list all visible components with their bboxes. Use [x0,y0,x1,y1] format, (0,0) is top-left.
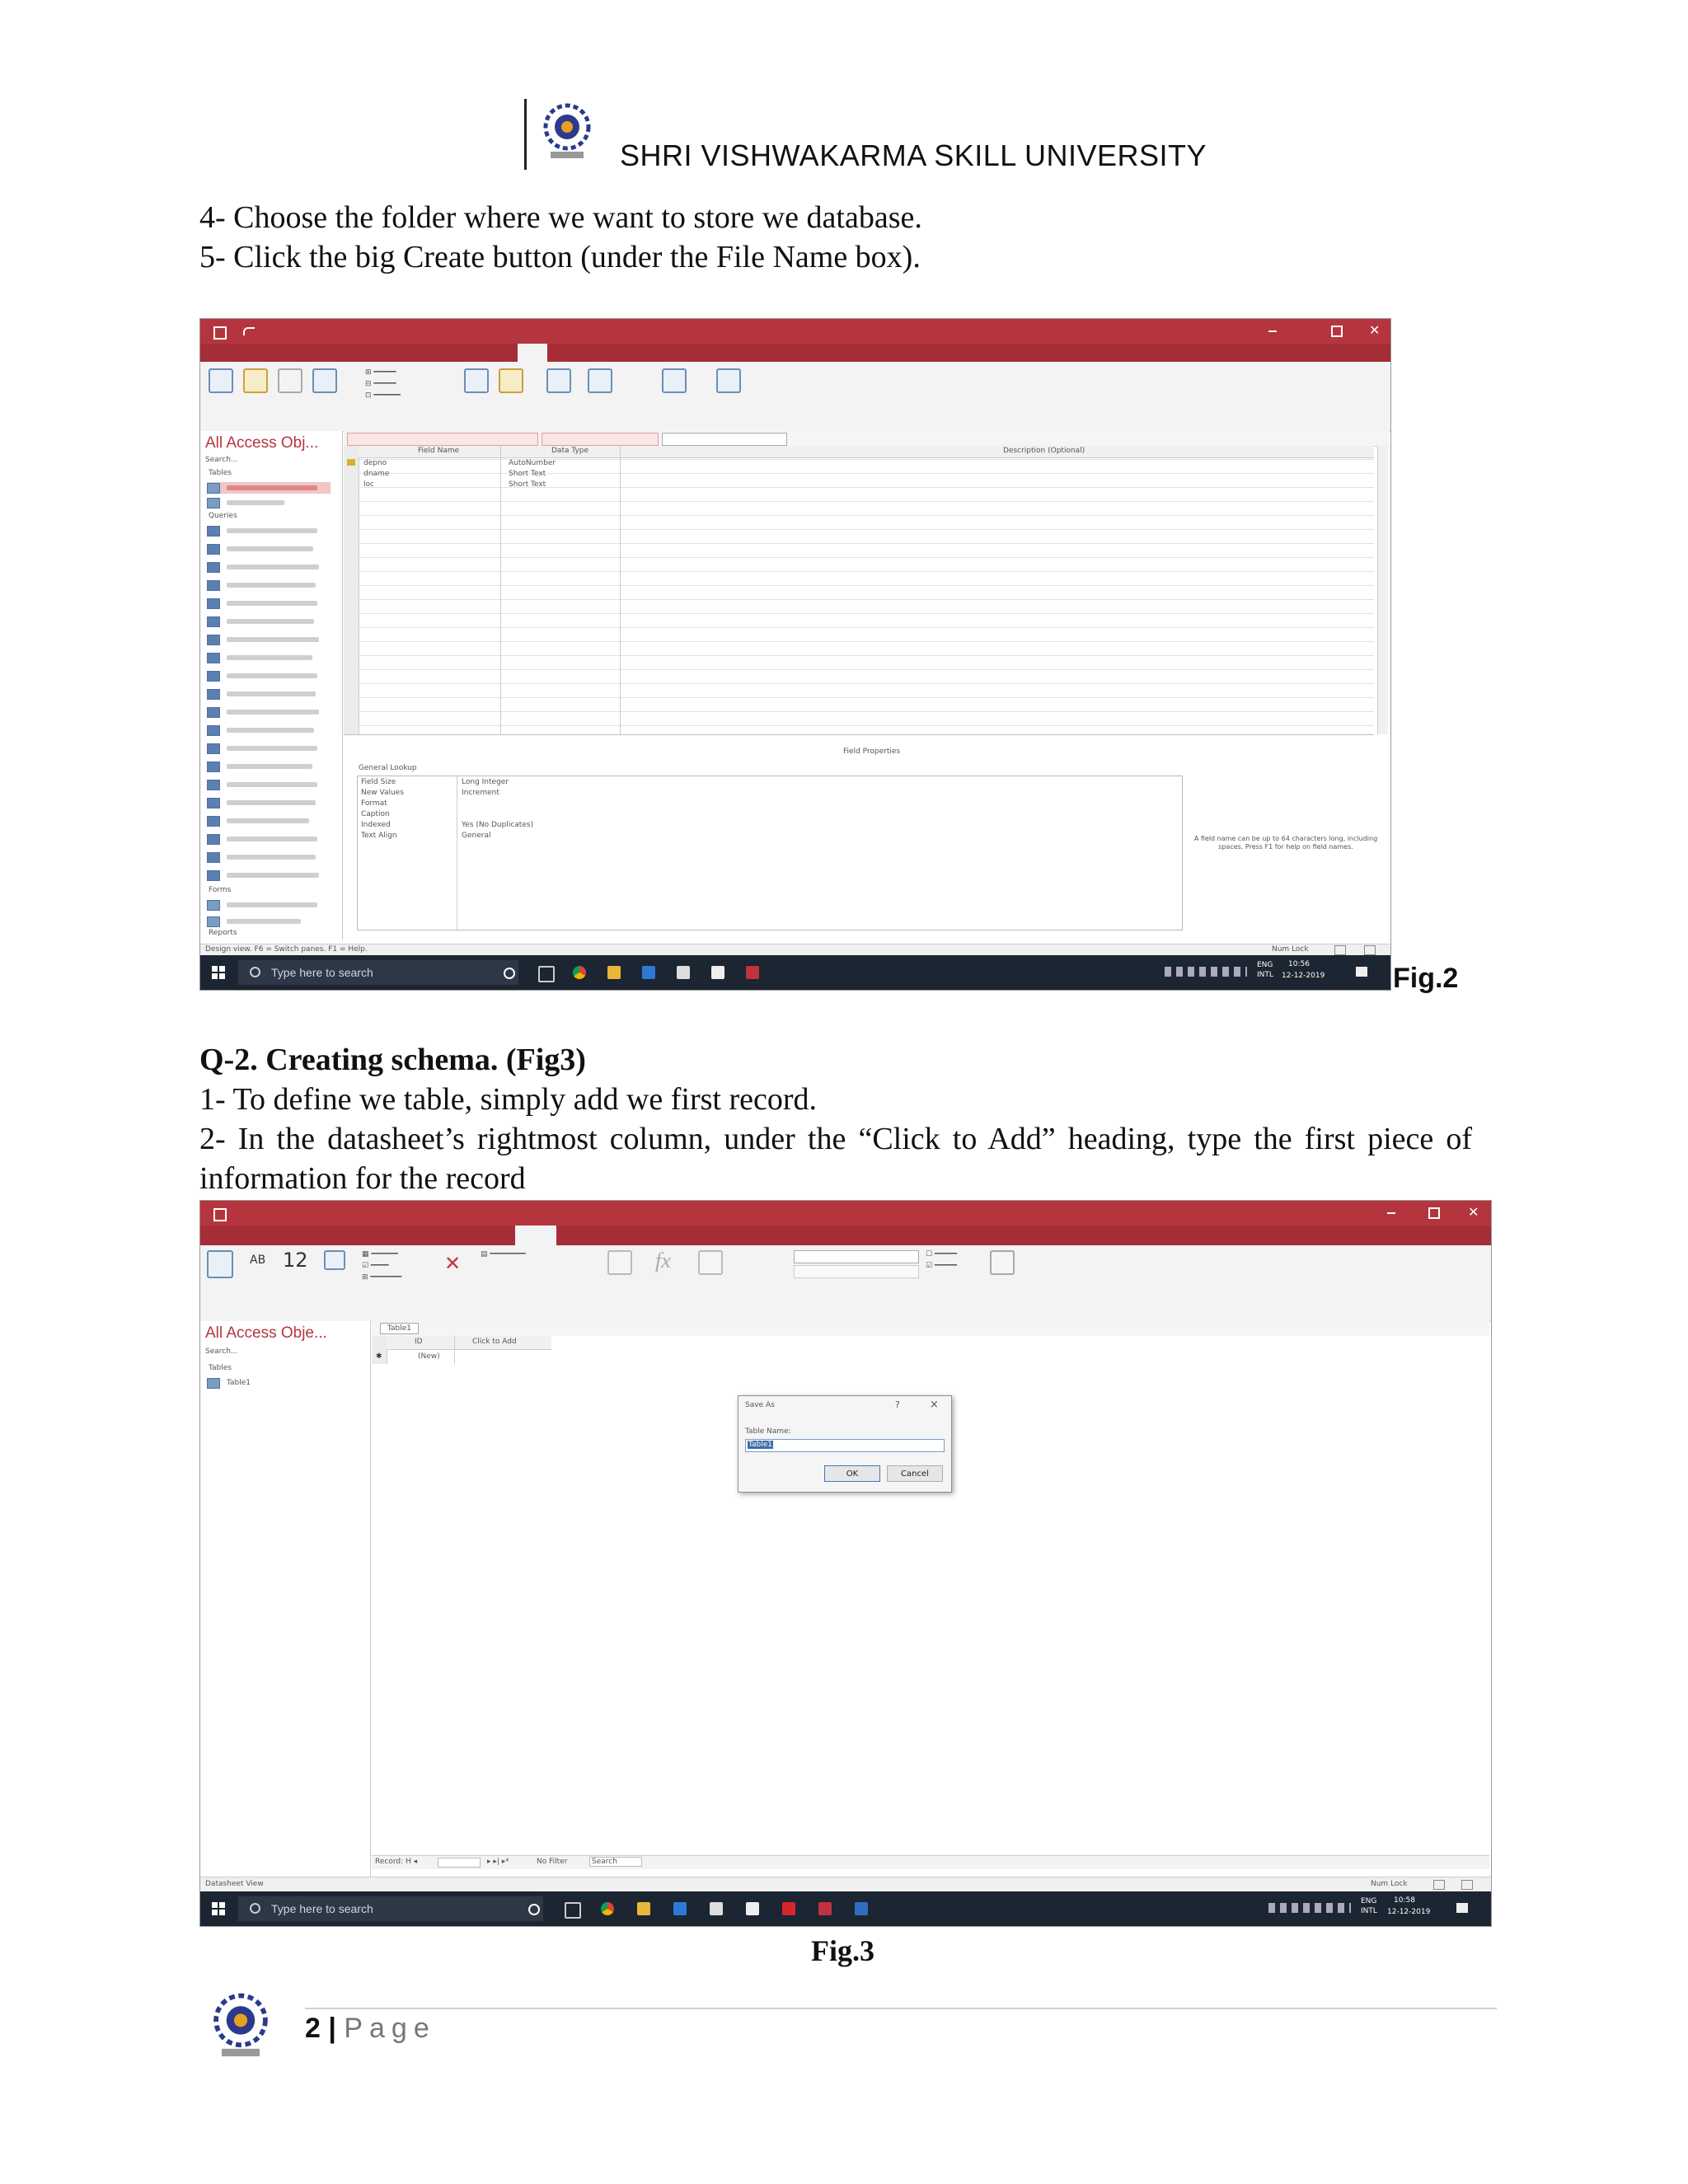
datasheet-search-input[interactable]: Search [589,1857,642,1867]
save-as-dialog [738,1395,952,1493]
modify-expression-icon[interactable]: fx [655,1249,671,1272]
section-heading: Q-2. Creating schema. (Fig3) [199,1043,586,1077]
table-name-label: Table Name: [745,1427,791,1436]
nav-query-item[interactable] [207,851,316,863]
modify-lookups-icon[interactable]: ⊡ ━━━━━━ [365,391,401,400]
new-record-icon: ✱ [376,1352,382,1361]
insert-rows-icon[interactable]: ⊞ ━━━━━ [365,368,396,377]
fig3-status-bar [200,1877,1491,1892]
fig2-ribbon [200,362,1390,432]
prop-value[interactable]: Yes (No Duplicates) [462,821,534,829]
col-click-to-add[interactable]: Click to Add [472,1338,517,1346]
dialog-title: Save As [745,1401,775,1409]
indexes-icon[interactable] [499,368,523,393]
windows-start-icon[interactable] [212,1902,225,1915]
prop-value[interactable]: General [462,832,491,840]
nav-pane-title[interactable]: All Access Obj... [205,434,319,452]
search-icon [250,967,260,977]
university-emblem-icon [203,1985,279,2064]
outlook-icon[interactable] [855,1902,868,1915]
form-icon [207,916,220,927]
taskbar-search-input[interactable] [238,960,518,985]
nav-table-item[interactable] [207,482,331,494]
fig2-label: Fig.2 [1393,963,1459,994]
fig3-navigation-pane [200,1321,371,1890]
fig3-ribbon [200,1245,1491,1322]
file-explorer-icon[interactable] [637,1902,650,1915]
field-properties-label: Field Properties [843,748,901,756]
schema-step-2-line-2: information for the record [199,1161,526,1196]
rename-macro-icon[interactable] [588,368,612,393]
cancel-button[interactable]: Cancel [887,1465,943,1482]
field-name-cell[interactable]: dname [363,470,390,478]
col-id[interactable]: ID [415,1338,423,1346]
nav-pane-title[interactable]: All Access Obje... [205,1324,327,1342]
clock-time[interactable]: 10:56 [1288,960,1310,968]
col-field-name: Field Name [418,447,460,455]
view-icon[interactable] [209,368,233,393]
field-properties-grid [357,776,1183,930]
nav-table-item[interactable] [207,497,284,509]
tab-query-2[interactable] [542,433,659,446]
fig3-ribbon-tabs [200,1226,1491,1245]
fig2-ribbon-tabs [200,344,1390,362]
dialog-close-icon[interactable]: × [930,1399,939,1411]
nav-query-item[interactable] [207,543,313,555]
query-icon [207,816,220,827]
page-footer [305,2013,436,2045]
fig3-record-navigator [372,1855,1489,1869]
nav-query-item[interactable] [207,869,319,881]
query-icon [207,526,220,537]
nav-form-item[interactable] [207,916,301,927]
prop-value[interactable]: Long Integer [462,778,509,786]
nav-query-item[interactable] [207,761,312,772]
acrobat-icon[interactable] [782,1902,795,1915]
tab-query-1[interactable] [347,433,538,446]
dialog-help-icon[interactable]: ? [895,1399,900,1410]
currency-icon[interactable] [324,1250,345,1270]
step-4: 4- Choose the folder where we want to store we database. [199,200,922,235]
nav-query-item[interactable] [207,525,317,537]
step-5: 5- Click the big Create button (under the File Name box). [199,240,921,274]
nav-query-item[interactable] [207,724,314,736]
taskbar-search-placeholder: Type here to search [271,966,373,979]
notification-icon[interactable] [1456,1903,1468,1913]
table-icon [207,1378,220,1389]
status-text: Datasheet View [205,1880,264,1888]
fig3-taskbar [200,1891,1491,1926]
cortana-icon[interactable] [504,968,515,979]
fig2-document-tabs [344,431,1389,447]
chrome-icon[interactable] [573,966,586,979]
new-row-cell[interactable]: (New) [418,1352,440,1361]
col-description: Description (Optional) [1003,447,1085,455]
nav-search[interactable]: Search... [205,456,238,464]
nav-query-item[interactable] [207,779,317,790]
query-icon [207,834,220,845]
edge-icon[interactable] [642,966,655,979]
clock-date[interactable]: 12-12-2019 [1387,1908,1431,1916]
primary-key-icon [347,459,355,466]
record-nav-label[interactable]: Record: H ◂ [375,1858,418,1866]
mail-icon[interactable] [746,1902,759,1915]
table-name-value: Table1 [748,1441,772,1449]
task-view-icon[interactable] [538,966,555,982]
query-icon [207,743,220,754]
num-lock-indicator: Num Lock [1272,945,1309,954]
nav-query-item[interactable] [207,598,317,609]
footer-divider [305,2008,1497,2009]
nav-tables-header[interactable]: Tables [209,1364,232,1372]
format-dropdown[interactable] [794,1265,919,1278]
row-selector-column [344,446,359,734]
language-indicator[interactable]: ENG INTL [1361,1897,1377,1915]
datasheet-view-icon[interactable] [1334,945,1346,955]
builder-icon[interactable] [278,368,302,393]
design-view-icon[interactable] [1461,1880,1473,1890]
primary-key-icon[interactable] [243,368,268,393]
query-icon [207,870,220,881]
mail-icon[interactable] [711,966,724,979]
fig2-navigation-pane [200,431,343,940]
status-text: Design view. F6 = Switch panes. F1 = Help. [205,945,368,954]
fig2-taskbar [200,955,1390,990]
create-data-macros-icon[interactable] [546,368,571,393]
table-icon [207,483,220,494]
nav-search[interactable]: Search... [205,1347,238,1356]
number-icon[interactable]: 12 [283,1249,308,1272]
tab-table1[interactable]: Table1 [380,1323,419,1334]
test-validation-icon[interactable] [312,368,337,393]
nav-query-item[interactable] [207,579,316,591]
delete-rows-icon[interactable]: ⊟ ━━━━━ [365,380,396,388]
file-explorer-icon[interactable] [607,966,621,979]
fig3-access-screenshot [199,1200,1492,1927]
fig3-caption: Fig.3 [811,1934,874,1967]
save-icon[interactable] [213,1208,227,1221]
tab-design[interactable] [518,344,547,362]
no-filter-button[interactable]: No Filter [537,1858,568,1866]
query-icon [207,707,220,718]
table-icon [207,498,220,509]
schema-step-2-line-1: 2- In the datasheet’s rightmost column, under the “Click to Add” heading, type the first piece of [199,1122,1472,1156]
prop-name: Caption [361,810,390,818]
col-data-type: Data Type [551,447,589,455]
windows-start-icon[interactable] [212,966,225,979]
query-icon [207,725,220,736]
view-icon[interactable] [207,1250,233,1278]
query-icon [207,671,220,682]
fig2-design-grid [344,446,1374,735]
system-tray[interactable] [1268,1903,1351,1913]
prop-name: New Values [361,789,404,797]
edge-icon[interactable] [673,1902,687,1915]
maximize-icon[interactable] [1331,326,1343,337]
language-indicator[interactable]: ENG INTL [1257,961,1273,979]
university-emblem-icon [534,97,600,163]
minimize-icon[interactable] [1387,1212,1395,1214]
undo-icon[interactable] [243,327,255,335]
close-icon[interactable]: ✕ [1468,1204,1479,1220]
tab-fields[interactable] [515,1226,556,1245]
query-icon [207,653,220,663]
data-type-cell[interactable]: Short Text [509,470,546,478]
fig2-status-bar [200,944,1390,956]
query-icon [207,562,220,573]
fig2-title-bar [200,319,1390,344]
prop-name: Text Align [361,832,397,840]
maximize-icon[interactable] [1428,1207,1440,1219]
object-dependencies-icon[interactable] [716,368,741,393]
store-icon[interactable] [677,966,690,979]
search-icon [250,1903,260,1914]
nav-query-item[interactable] [207,670,317,682]
prop-value[interactable]: Increment [462,789,499,797]
access-icon[interactable] [818,1902,832,1915]
delete-icon[interactable]: ✕ [444,1252,462,1275]
query-icon [207,798,220,808]
data-type-cell[interactable]: AutoNumber [509,459,556,467]
nav-reports-header[interactable]: Reports [209,929,237,937]
property-sheet-icon[interactable] [464,368,489,393]
unique-checkbox[interactable]: ☑ ━━━━━ [926,1262,958,1270]
validation-icon[interactable] [990,1250,1015,1275]
design-view-icon[interactable] [1364,945,1376,955]
taskbar-search-input[interactable] [238,1896,543,1921]
prop-name: Format [361,799,387,808]
record-nav-next[interactable]: ▸ ▸| ▸* [487,1858,509,1866]
fig2-vertical-scrollbar[interactable] [1377,446,1388,734]
query-icon [207,544,220,555]
nav-query-item[interactable] [207,616,314,627]
nav-table-label: Table1 [227,1379,251,1387]
nav-query-item[interactable] [207,706,319,718]
data-type-dropdown[interactable] [794,1250,919,1263]
taskbar-search-placeholder: Type here to search [271,1902,373,1915]
nav-forms-header[interactable]: Forms [209,886,232,894]
nav-query-item[interactable] [207,634,319,645]
num-lock-indicator: Num Lock [1371,1880,1408,1888]
query-icon [207,762,220,772]
form-icon [207,900,220,911]
field-name-cell[interactable]: depno [363,459,387,467]
nav-query-item[interactable] [207,833,317,845]
name-caption-icon[interactable]: ▤ ━━━━━━━━ [481,1250,526,1258]
memo-settings-icon[interactable] [698,1250,723,1275]
query-icon [207,635,220,645]
notification-icon[interactable] [1356,967,1367,977]
nav-query-item[interactable] [207,688,316,700]
save-icon[interactable] [213,326,227,340]
nav-table-item[interactable] [207,1377,251,1389]
system-tray[interactable] [1165,967,1247,977]
access-icon[interactable] [746,966,759,979]
data-type-cell[interactable]: Short Text [509,480,546,489]
nav-query-item[interactable] [207,652,312,663]
query-icon [207,598,220,609]
close-icon[interactable]: ✕ [1369,322,1381,338]
nav-query-item[interactable] [207,561,319,573]
page-separator: | [328,2013,336,2044]
query-icon [207,580,220,591]
page-word: Page [344,2013,436,2044]
more-fields-icon[interactable]: ⊞ ━━━━━━━ [362,1273,402,1282]
schema-step-1: 1- To define we table, simply add we first record. [199,1082,818,1117]
page-number: 2 [305,2013,321,2044]
field-name-cell[interactable]: loc [363,480,374,489]
query-icon [207,780,220,790]
modify-lookups-icon[interactable] [607,1250,632,1275]
required-checkbox[interactable]: ☐ ━━━━━ [926,1250,958,1258]
university-name: SHRI VISHWAKARMA SKILL UNIVERSITY [620,138,1207,172]
query-icon [207,689,220,700]
query-icon [207,852,220,863]
nav-form-item[interactable] [207,899,317,911]
task-view-icon[interactable] [565,1902,581,1919]
clock-date[interactable]: 12-12-2019 [1282,972,1325,980]
relationships-icon[interactable] [662,368,687,393]
nav-query-item[interactable] [207,815,309,827]
nav-queries-header[interactable]: Queries [209,512,237,520]
clock-time[interactable]: 10:58 [1394,1896,1415,1905]
cortana-icon[interactable] [528,1904,540,1915]
query-icon [207,616,220,627]
fig3-title-bar [200,1201,1491,1226]
prop-name: Field Size [361,778,396,786]
nav-tables-header[interactable]: Tables [209,469,232,477]
minimize-icon[interactable] [1268,330,1277,332]
datasheet-view-icon[interactable] [1433,1880,1445,1890]
ok-button[interactable]: OK [824,1465,880,1482]
field-properties-help: A field name can be up to 64 characters long, including spaces. Press F1 for help on field names. [1193,835,1378,851]
short-text-icon[interactable]: AB [250,1254,266,1267]
yes-no-icon[interactable]: ☑ ━━━━ [362,1262,389,1270]
field-properties-tabs[interactable]: General Lookup [359,764,417,772]
prop-name: Indexed [361,821,391,829]
nav-query-item[interactable] [207,743,317,754]
date-time-icon[interactable]: ▦ ━━━━━━ [362,1250,398,1258]
fig3-document-tabs [372,1321,1489,1337]
header-divider [524,99,527,170]
tab-employee-department-table[interactable] [662,433,787,446]
store-icon[interactable] [710,1902,723,1915]
record-number-input[interactable] [438,1858,481,1868]
nav-query-item[interactable] [207,797,316,808]
table-name-input[interactable] [745,1439,945,1452]
fig2-access-screenshot [199,318,1391,991]
chrome-icon[interactable] [601,1902,614,1915]
